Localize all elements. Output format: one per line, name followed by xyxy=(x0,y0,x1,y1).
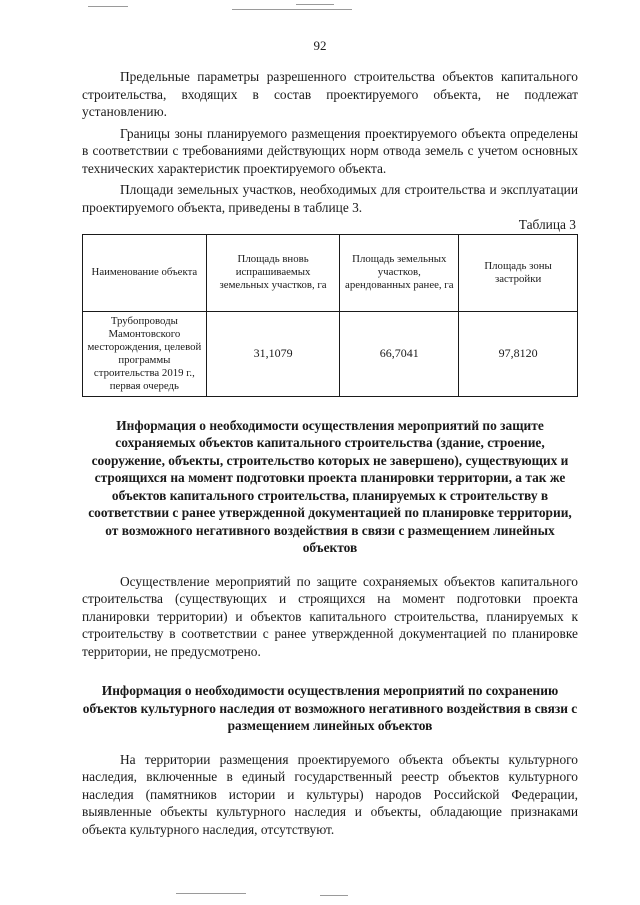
table-caption: Таблица 3 xyxy=(518,217,576,232)
cell-new-area: 31,1079 xyxy=(206,311,340,396)
scan-artifact xyxy=(296,4,334,5)
cell-object-name: Трубопроводы Мамонтовского месторождения, целевой программы строительства 2019 г., первая очередь xyxy=(83,311,207,396)
section-heading-protection: Информация о необходимости осуществления мероприятий по защите сохраняемых объектов капитального строительства (здание, строение, сооружение, объекты, строительство которых не завершено), существующих и строящихся на момент подготовки проекта планировки территории, а так же объектов капитального строительства, планируемых к строительству в соответствии с ранее утвержденной документацией по планировке территории, от возможного негативного воздействия в связи с размещением линейных объектов xyxy=(88,417,572,555)
header-build-area: Площадь зоны застройки xyxy=(459,234,578,311)
header-new-area: Площадь вновь испрашиваемых земельных участков, га xyxy=(206,234,340,311)
header-leased-area: Площадь земельных участков, арендованных ранее, га xyxy=(340,234,459,311)
page-number: 92 xyxy=(313,38,327,53)
scan-artifact xyxy=(88,6,128,7)
table-header-row xyxy=(83,234,578,311)
cell-build-area: 97,8120 xyxy=(459,311,578,396)
cell-leased-area: 66,7041 xyxy=(340,311,459,396)
scan-artifact xyxy=(232,9,352,10)
paragraph-protection: Осуществление мероприятий по защите сохраняемых объектов капитального строительства (существующих и строящихся на момент подготовки проекта планировки территории) и объектов капитального строительства, планируемых к строительству в соответствии с ранее утвержденной документацией по планировке территории, не предусмотрено. xyxy=(82,573,578,659)
header-object-name: Наименование объекта xyxy=(83,234,207,311)
paragraph-heritage: На территории размещения проектируемого объекта объекты культурного наследия, включенные в единый государственный реестр объектов культурного наследия (памятников истории и культуры) народов Российской Федерации, выявленные объекты культурного наследия и объекты, обладающие признаками объекта культурного наследия, отсутствуют. xyxy=(82,751,578,837)
document-body xyxy=(82,68,578,838)
land-area-table xyxy=(82,234,578,397)
paragraph-boundaries: Границы зоны планируемого размещения проектируемого объекта определены в соответствии с требованиями действующих норм отвода земель с учетом основных технических характеристик проектируемого объекта. xyxy=(82,125,578,176)
scan-artifact xyxy=(176,893,246,894)
section-heading-heritage: Информация о необходимости осуществления мероприятий по сохранению объектов культурного наследия от возможного негативного воздействия в связи с размещением линейных объектов xyxy=(82,683,578,733)
table-row xyxy=(83,311,578,396)
scan-artifact xyxy=(320,895,348,896)
paragraph-areas: Площади земельных участков, необходимых для строительства и эксплуатации проектируемого объекта, приведены в таблице 3. xyxy=(82,182,578,215)
paragraph-limits: Предельные параметры разрешенного строительства объектов капитального строительства, входящих в состав проектируемого объекта, не подлежат установлению. xyxy=(82,69,578,119)
